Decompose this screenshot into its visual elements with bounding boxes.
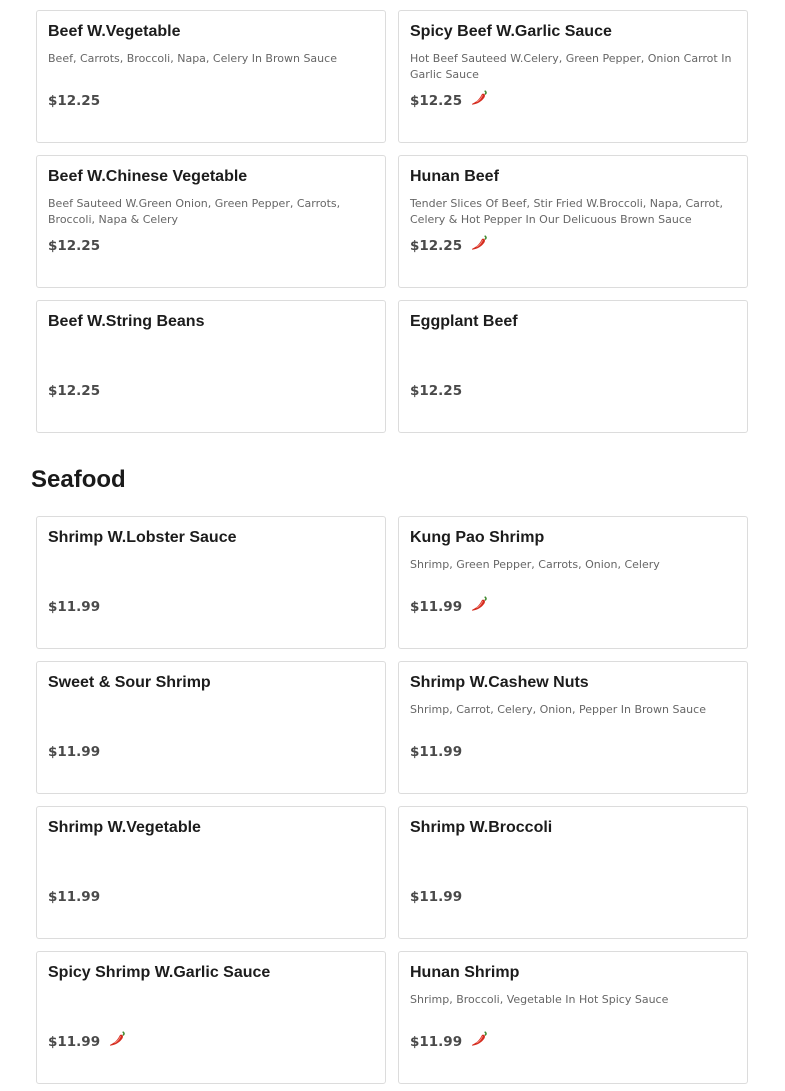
menu-item-card[interactable]: [398, 951, 748, 1084]
chili-pepper-icon: [108, 1030, 126, 1048]
item-description: Beef Sauteed W.Green Onion, Green Pepper, Carrots, Broccoli, Napa & Celery: [48, 197, 341, 226]
menu-item-card[interactable]: [36, 951, 386, 1084]
item-price-row: [48, 238, 100, 254]
item-price-row: [410, 889, 462, 905]
item-description: Shrimp, Broccoli, Vegetable In Hot Spicy Sauce: [410, 993, 669, 1006]
menu-item-card[interactable]: [36, 300, 386, 433]
item-price: $11.99: [48, 599, 101, 615]
item-name: Shrimp W.Lobster Sauce: [48, 529, 237, 546]
item-name: Shrimp W.Cashew Nuts: [410, 674, 589, 691]
menu-item-card[interactable]: [36, 516, 386, 649]
item-name: Eggplant Beef: [410, 313, 518, 330]
item-description: Tender Slices Of Beef, Stir Fried W.Broccoli, Napa, Carrot, Celery & Hot Pepper In Our Delicuous Brown Sauce: [410, 197, 724, 226]
item-price-row: [48, 889, 100, 905]
chili-pepper-icon: [470, 89, 488, 107]
menu-item-card[interactable]: [398, 300, 748, 433]
item-price-row: [410, 93, 488, 109]
menu-item-card[interactable]: [398, 516, 748, 649]
item-price: $12.25: [48, 383, 101, 399]
item-price-row: [410, 238, 488, 254]
item-price-row: [410, 744, 462, 760]
item-price-row: [48, 599, 100, 615]
item-price: $12.25: [410, 238, 463, 254]
chili-pepper-icon: [470, 595, 488, 613]
section-title-seafood: Seafood: [31, 466, 126, 493]
menu-item-card[interactable]: [36, 806, 386, 939]
item-name: Spicy Beef W.Garlic Sauce: [410, 23, 612, 40]
item-name: Hunan Beef: [410, 168, 499, 185]
item-name: Spicy Shrimp W.Garlic Sauce: [48, 964, 271, 981]
item-price: $11.99: [410, 744, 463, 760]
item-price-row: [410, 1034, 488, 1050]
item-price-row: [48, 383, 100, 399]
item-price-row: [410, 599, 488, 615]
menu-item-card[interactable]: [398, 155, 748, 288]
item-price: $11.99: [48, 744, 101, 760]
item-name: Sweet & Sour Shrimp: [48, 674, 211, 691]
item-price-row: [410, 383, 462, 399]
item-price: $11.99: [410, 1034, 463, 1050]
menu-item-card[interactable]: [36, 661, 386, 794]
item-price: $12.25: [410, 93, 463, 109]
item-name: Hunan Shrimp: [410, 964, 520, 981]
item-name: Shrimp W.Broccoli: [410, 819, 553, 836]
item-description: Beef, Carrots, Broccoli, Napa, Celery In Brown Sauce: [48, 52, 337, 65]
chili-pepper-icon: [470, 1030, 488, 1048]
item-name: Kung Pao Shrimp: [410, 529, 545, 546]
item-name: Beef W.Vegetable: [48, 23, 181, 40]
item-description: Shrimp, Green Pepper, Carrots, Onion, Celery: [410, 558, 660, 571]
menu-item-card[interactable]: [398, 661, 748, 794]
item-price-row: [48, 93, 100, 109]
item-price: $12.25: [48, 93, 101, 109]
item-price-row: [48, 744, 100, 760]
item-description: Hot Beef Sauteed W.Celery, Green Pepper, Onion Carrot In Garlic Sauce: [410, 52, 732, 81]
menu-item-card[interactable]: [36, 155, 386, 288]
item-price-row: [48, 1034, 126, 1050]
item-price: $11.99: [410, 599, 463, 615]
item-price: $11.99: [410, 889, 463, 905]
item-price: $11.99: [48, 1034, 101, 1050]
item-name: Beef W.String Beans: [48, 313, 205, 330]
item-price: $12.25: [48, 238, 101, 254]
item-price: $11.99: [48, 889, 101, 905]
menu-item-card[interactable]: [398, 806, 748, 939]
item-name: Shrimp W.Vegetable: [48, 819, 201, 836]
item-price: $12.25: [410, 383, 463, 399]
item-description: Shrimp, Carrot, Celery, Onion, Pepper In Brown Sauce: [410, 703, 706, 716]
chili-pepper-icon: [470, 234, 488, 252]
item-name: Beef W.Chinese Vegetable: [48, 168, 248, 185]
menu-item-card[interactable]: [398, 10, 748, 143]
menu-item-card[interactable]: [36, 10, 386, 143]
